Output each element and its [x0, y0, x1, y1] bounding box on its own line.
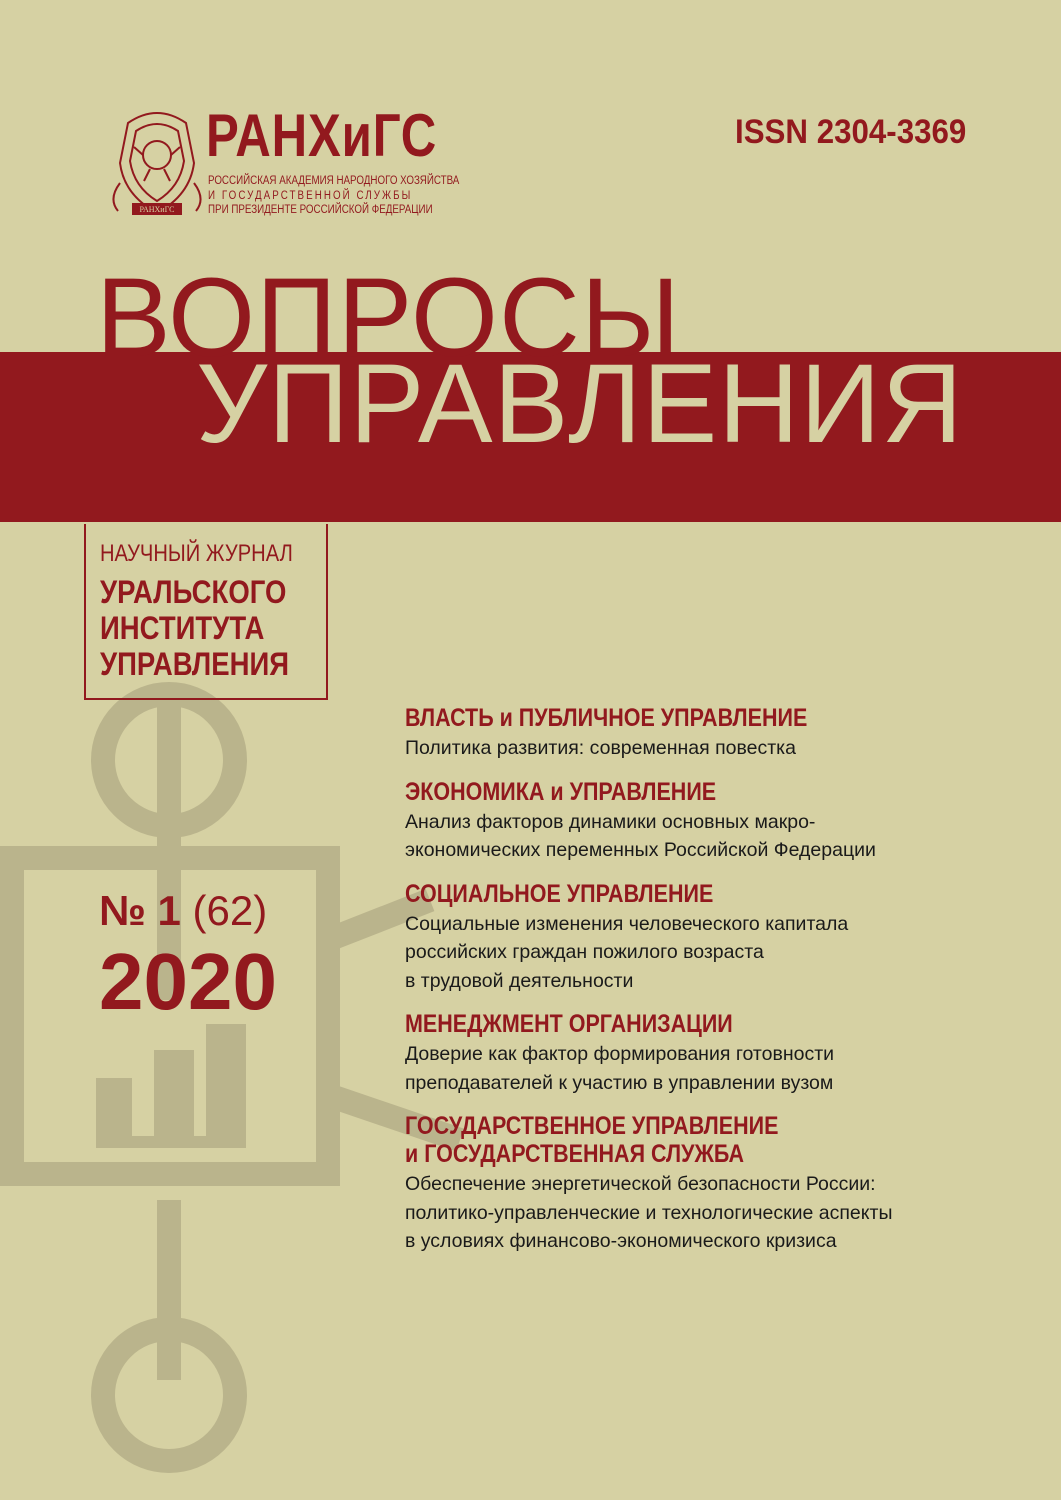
- section-title: МЕНЕДЖМЕНТ ОРГАНИЗАЦИИ: [405, 1010, 733, 1038]
- issue-number: [99, 888, 267, 934]
- subtitle-line: УРАЛЬСКОГО: [100, 574, 287, 610]
- section-title: ЭКОНОМИКА и УПРАВЛЕНИЕ: [405, 777, 717, 806]
- toc-section: [405, 1010, 1045, 1097]
- section-title: ВЛАСТЬ и ПУБЛИЧНОЕ УПРАВЛЕНИЕ: [405, 704, 808, 732]
- toc-section: [405, 704, 1045, 763]
- section-title: ГОСУДАРСТВЕННОЕ УПРАВЛЕНИЕ и ГОСУДАРСТВЕННАЯ СЛУЖБА: [405, 1112, 779, 1168]
- publisher-full-name: [208, 173, 461, 217]
- publisher-name: РАНХиГС: [206, 102, 438, 169]
- section-article: Анализ факторов динамики основных макро- экономических переменных Российской Федерации: [405, 810, 876, 861]
- section-article: Политика развития: современная повестка: [405, 737, 796, 759]
- publisher-line: И ГОСУДАРСТВЕННОЙ СЛУЖБЫ: [208, 187, 413, 202]
- issn: ISSN 2304-3369: [735, 113, 967, 151]
- publisher-line: ПРИ ПРЕЗИДЕНТЕ РОССИЙСКОЙ ФЕДЕРАЦИИ: [208, 202, 433, 217]
- svg-text:РАНХиГС: РАНХиГС: [139, 205, 175, 214]
- issue-total: (62): [192, 887, 268, 934]
- subtitle-frame-gap: [84, 522, 328, 524]
- table-of-contents: [405, 704, 1045, 1271]
- toc-section: [405, 1112, 1045, 1256]
- toc-section: [405, 778, 1045, 865]
- section-article: Доверие как фактор формирования готовности преподавателей к участию в управлении вузом: [405, 1043, 835, 1094]
- section-title: СОЦИАЛЬНОЕ УПРАВЛЕНИЕ: [405, 879, 714, 908]
- issue-year: 2020: [99, 937, 277, 1026]
- journal-title-line1: ВОПРОСЫ: [96, 255, 681, 380]
- subtitle-institute: [100, 574, 289, 682]
- ranepa-emblem-icon: [98, 103, 216, 221]
- publisher-line: РОССИЙСКАЯ АКАДЕМИЯ НАРОДНОГО ХОЗЯЙСТВА: [208, 173, 460, 187]
- section-article: Социальные изменения человеческого капитала российских граждан пожилого возраста в трудовой деятельности: [405, 912, 849, 992]
- section-article: Обеспечение энергетической безопасности России: политико-управленческие и технологические аспекты в условиях финансово-экономического кризиса: [405, 1173, 893, 1252]
- subtitle-small: НАУЧНЫЙ ЖУРНАЛ: [100, 540, 293, 567]
- journal-title-line2: УПРАВЛЕНИЯ: [196, 341, 964, 466]
- subtitle-line: ИНСТИТУТА: [100, 610, 265, 646]
- subtitle-line: УПРАВЛЕНИЯ: [100, 646, 289, 682]
- issue-num: № 1: [99, 887, 181, 934]
- toc-section: [405, 880, 1045, 996]
